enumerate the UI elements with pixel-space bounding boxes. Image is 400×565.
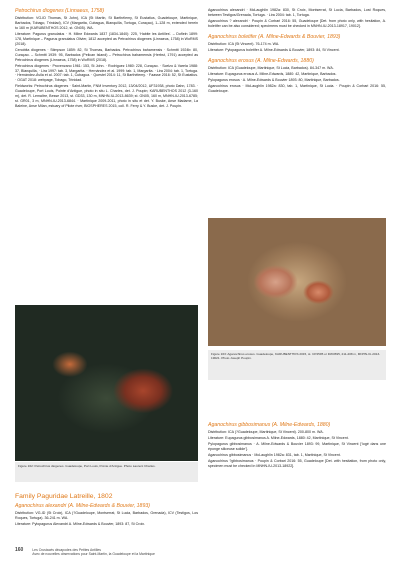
footer-line-2: Avec de nouvelles observations pour Saint-Martin, la Guadeloupe et la Martinique	[32, 552, 155, 557]
paragraph: Fieldworks: Petrochirus diogenes · Saint-Martin, FNM Inventory 2012, 13/04/2012, UF31938, photo Dahn, 1783. · Guadeloupe, Port Louis, Pointe d’Antigue, photo in situ L. Charles, det. J. Poupin; KARUBENTHOS 2012 (3-160 m), det. R. Lemaître, Besse 2013, st. GD33, 130 m, MNHN-IU-2013-8639; st. GN05, 160 m, MNHN-IU-2013-6785; st. GR01, 3 m, MNHN-IU-2013-6844. · Martinique 2009-2011, photo in situ et det. Y. Buske, Anse Madame, La Baleine, Anse Milan, estuary of Pilote river, BIOSPHERES 2015, coll. R. Ferry & Y. Buske, det. J. Poupin.	[15, 84, 198, 109]
paragraph: Distribution: ICA (?Guadeloupe, Martinique, St Vincent). 200-800 m. WA.	[208, 430, 324, 434]
paragraph: Aganochirus ? alexandri · Poupin & Corbari 2016: 55, Guadeloupe [Det. from photo only, with hesitation, A. boletifer can be also considered; specimens must be checked in MNHN-IU-2013-18917, 19012].	[208, 18, 386, 28]
paragraph: Literature: Pylopagurus Alexandri A. Milne-Edwards & Bouvier, 1893: 87, St Croix.	[15, 521, 146, 526]
right-column	[208, 8, 386, 98]
paragraph: Distribution: VG-ID (St Croix), ICA (?Guadeloupe, Montserrat, St Lucia, Barbados, Grenada), ICV (Testigos, Los Roques, Tortuga). 36-241 m. WA.	[15, 511, 198, 520]
species-petrochirus-diogenes	[15, 8, 198, 109]
species-aganochirus-erosus	[208, 58, 386, 94]
footer-text	[32, 548, 155, 556]
species-continued	[208, 8, 386, 29]
paragraph: Literature: Pylopagurus boletifer A. Milne-Edwards & Bouvier, 1893: 84, St Vincent.	[208, 47, 340, 52]
left-column	[15, 8, 198, 114]
paragraph: Aganochirus ?gibbosimanus · Poupin & Corbari 2016: 55, Guadeloupe [Det. with hesitation, from photo only, specimen must be checked in MNHN-IU-2013-18922].	[208, 458, 386, 468]
species-title: Aganochirus gibbosimanus (A. Milne-Edwards, 1880)	[208, 422, 331, 428]
paragraph: Literature: Pagurus granulatus · H. Milne Edwards 1837 (1834-1840): 225, ‘Habite les Antilles’. – Dofleln 1899: 178, Martinique – Pagurus granulatus Olivier, 1812 accepted as Petrochirus diogenes (Linnaeus, 1758) in WoRMS (2018).	[15, 31, 198, 46]
family-heading: Family Paguridae Latreille, 1802	[15, 493, 113, 500]
paragraph: Literature: Eupagurus erosus A. Milne-Edwards, 1880: 42, Martinique, Barbados.	[208, 71, 337, 76]
species-title: Aganochirus boletifer (A. Milne-Edwards & Bouvier, 1893)	[208, 33, 341, 40]
species-title: Petrochirus diogenes (Linnaeus, 1758)	[15, 8, 105, 14]
photo-petrochirus-diogenes	[15, 305, 198, 461]
paragraph: Aganochirus erosus · McLaughlin 1982a: 830, tab. 1, Martinique, St Lucia. · Poupin & Corbari 2016: 55, Guadeloupe.	[208, 83, 386, 93]
paragraph: Distribution: ICA (Guadeloupe, Martinique, St Lucia, Barbados). 84-347 m. WA.	[208, 65, 334, 70]
paragraph: Aganochirus alexandri · McLaughlin 1982a: 830, St Croix, Montserrat, St Lucia, Barbados, Lost Roques, between Testigos/Grenada, Tortuga. · Lira 2004: tab. 1, Tortuga.	[208, 8, 386, 17]
figure-162-caption: Figure 162: Petrochirus diogenes. Guadeloupe, Port Louis, Pointe d’Antigue. Photo Laurent Charles.	[15, 462, 198, 482]
species-title: Aganochirus erosus (A. Milne-Edwards, 1880)	[208, 57, 314, 64]
page-footer	[15, 548, 385, 556]
paragraph: Aganochirus gibbosimanus · McLaughlin 1982a: 831, tab. 1, Martinique, St Vincent.	[208, 452, 341, 457]
species-title: Aganochirus alexandri (A. Milne-Edwards & Bouvier, 1893)	[15, 503, 150, 509]
page-number: 160	[15, 547, 24, 553]
left-bottom-column	[15, 493, 198, 528]
right-bottom-column	[208, 422, 386, 470]
footer-line-1: Les Crustacés décapodes des Petites Antilles	[32, 548, 101, 552]
paragraph: Literature: Eupagurus gibbosimanus A. Milne-Edwards, 1880: 42, Martinique, St Vincent.	[208, 435, 349, 440]
paragraph: Distribution: VG-ID Thomas, St John), ICA (St Martin, St Barthélemy, St Eustatius, Guadeloupe, Martinique, Barbados, Tobago, Trinidad), ICV (Margarita, Cubagua, Blanquilla, Tortuga, Curaçao), 1–128 m, extended herein to 160 m (KARUBENTHOS 2012, st. GN05). WA.	[15, 16, 198, 30]
paragraph: Cenobita diogenes · Stimpson 1859: 82, St Thomas, Barbados. Petrochirus bahamensis · Schmitt 1924b: 80, Curaçao. – Schmitt 1939: 95, Barbados (Pelican Island) – Petrochirus bahamensis (Herbst, 1791) accepted as Petrochirus diogenes (Linnaeus, 1758) in WoRMS (2018).	[15, 47, 198, 62]
paragraph: Pylopagurus gibbosimanus · A. Milne-Edwards & Bouvier 1893: 99, Martinique, St Vincent [‘logé dans une éponge siliceuse solide’].	[208, 441, 386, 451]
paragraph: Pylopagurus erosus · A. Milne-Edwards & Bouvier 1893: 80, Martinique, Barbados.	[208, 77, 340, 82]
figure-163-caption: Figure 163: Aganochirus erosus. Guadeloupe, KARUBENTHOS 2015, st. CP4595 or DW4595, 211-208 m, MNHN-IU-2013-19021. Photo Joseph Poupin.	[208, 350, 386, 380]
paragraph: Petrochirus diogenes · Provenzano 1961: 153, St John. · Rodríguez 1980: 228, Curaçao. · Scelzo & Varela 1988: 37, Blanquilla. · Lira 1997: tab. 3, Margarita. · Hernández et al. 1999: tab. 1, Margarita. · Lira 2004: tab. 1, Tortuga. · Hernández-Ávila et al. 2007: tab. 1, Cubagua. · Questel 2014: 11, St Barthélemy. · Faasse 2016: 52, St Eustatius. · OGAT 2018: webpage, Tobago, Trinidad.	[15, 63, 198, 83]
species-aganochirus-boletifer	[208, 34, 386, 53]
paragraph: Distribution: ICA (St Vincent). 76-174 m. WA.	[208, 41, 280, 46]
photo-aganochirus-erosus	[208, 218, 386, 346]
